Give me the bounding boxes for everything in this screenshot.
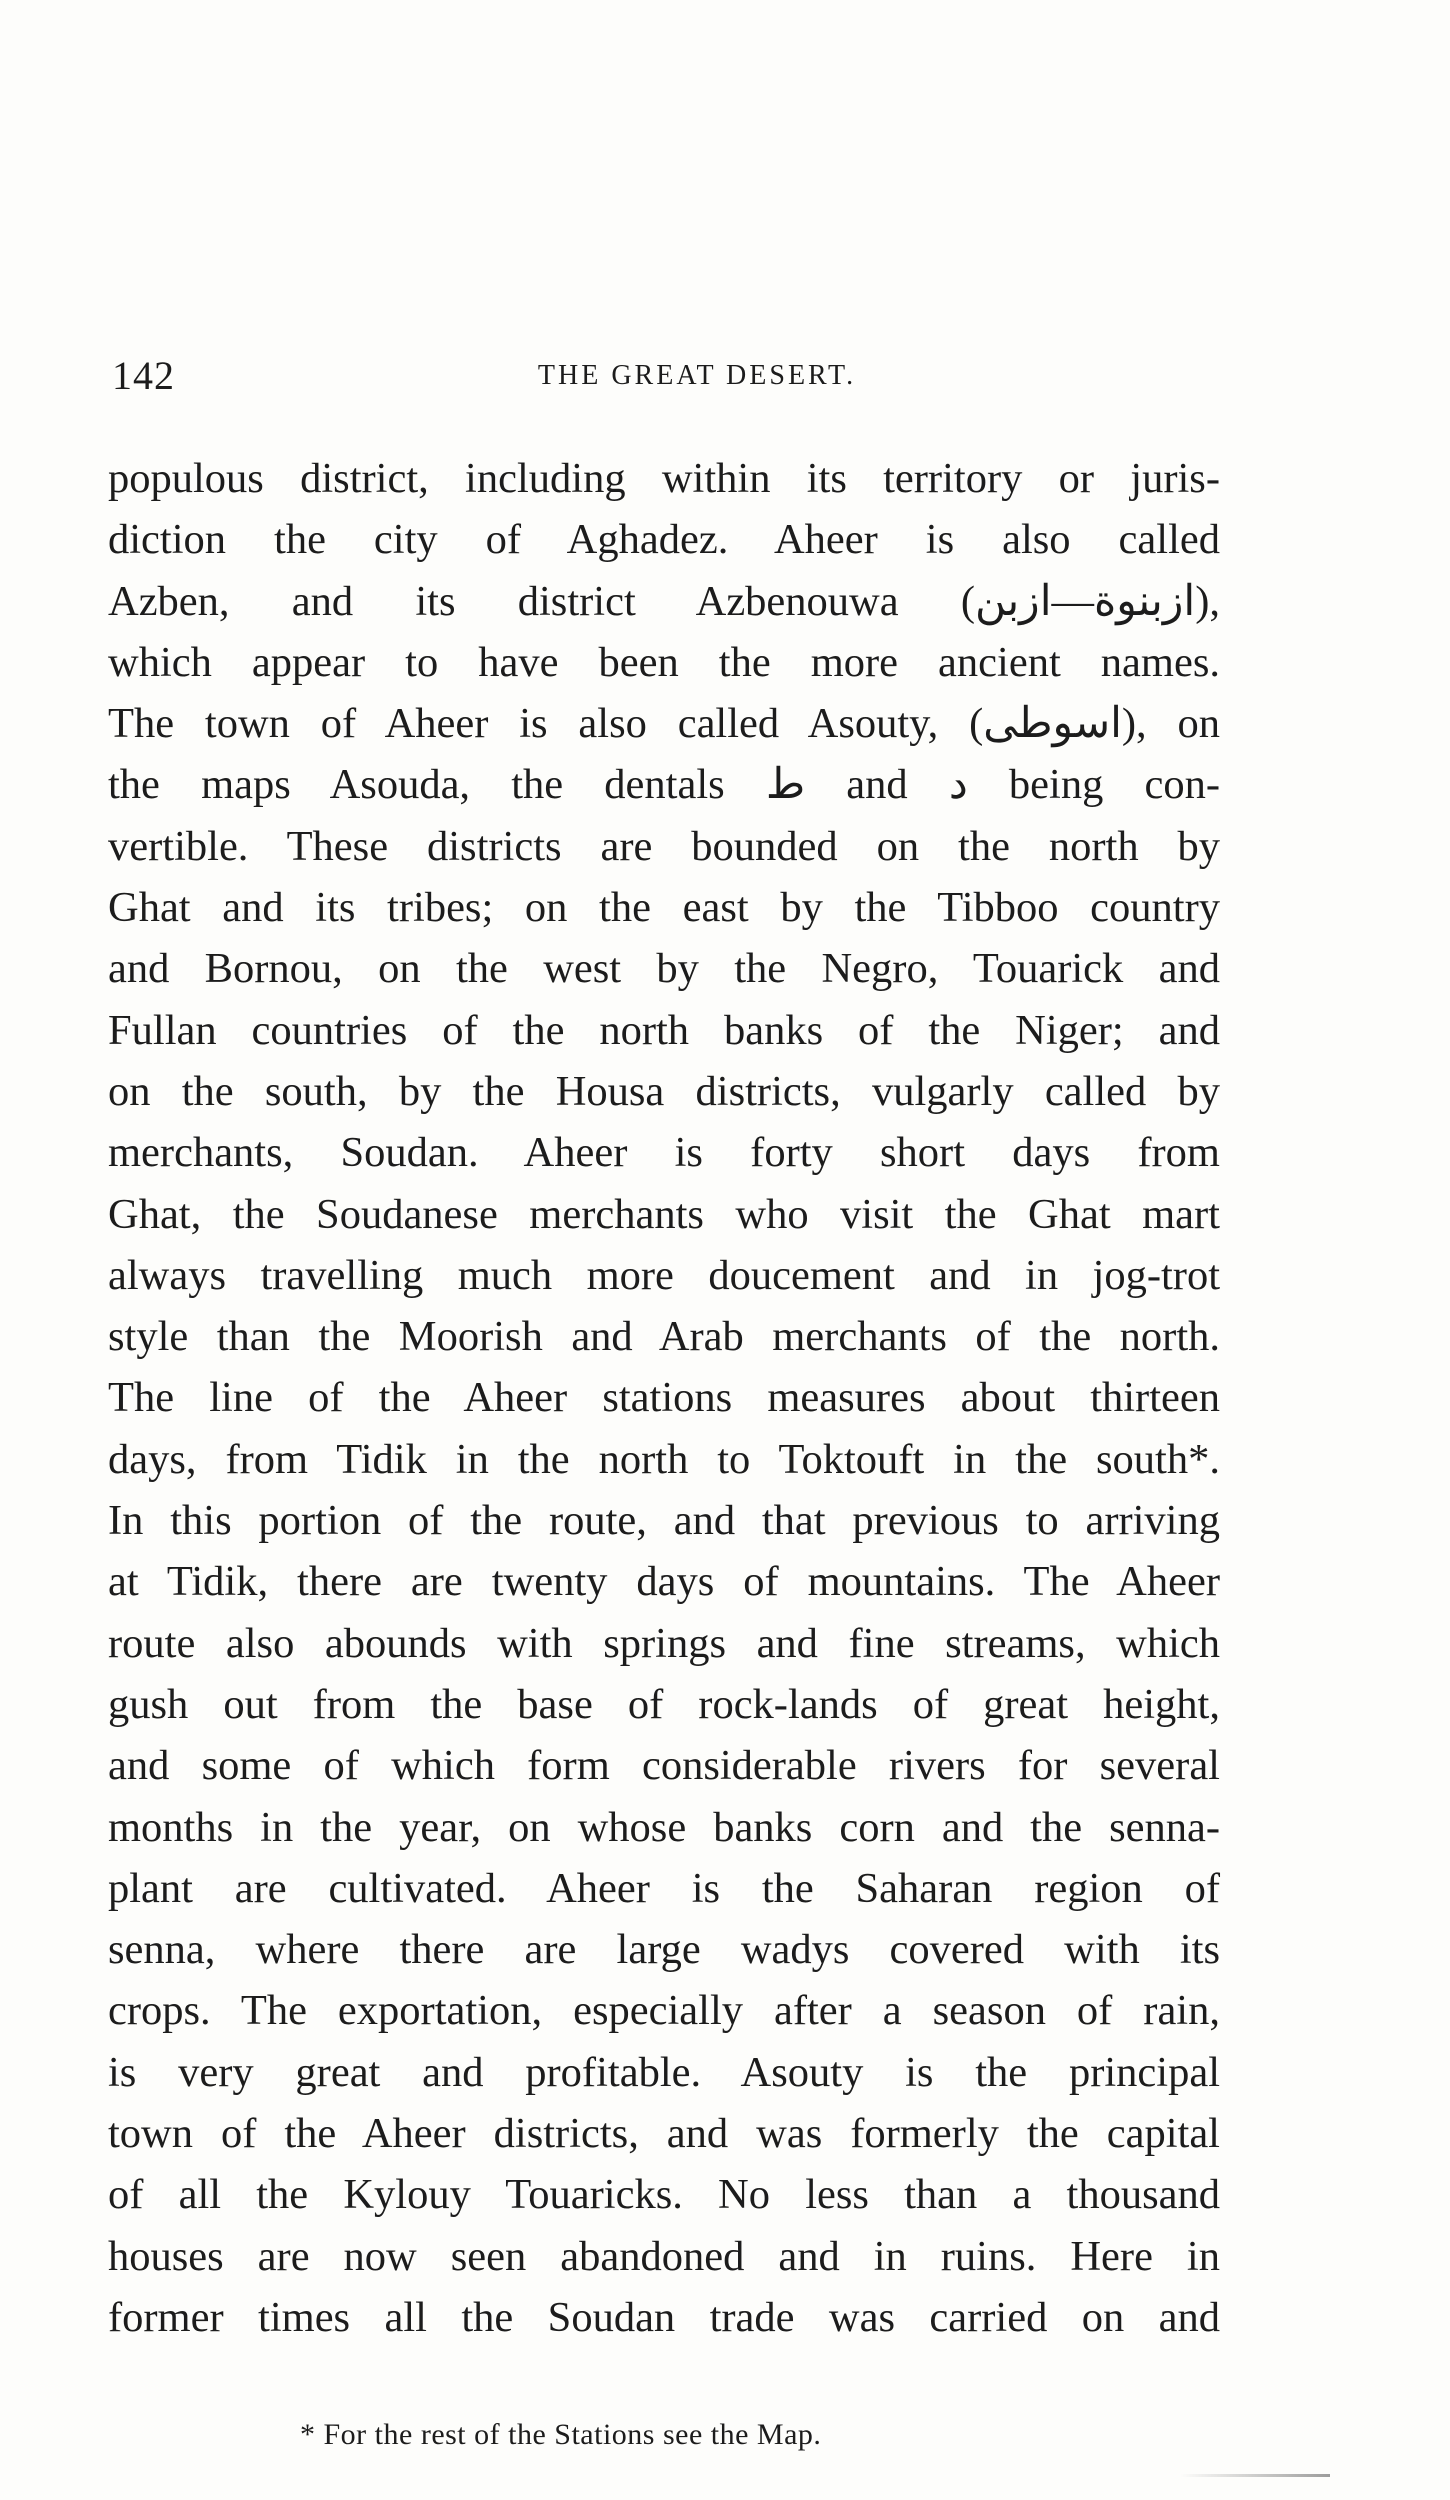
text-line: is very great and profitable. Asouty is the principal bbox=[108, 2048, 1220, 2096]
text-line: at Tidik, there are twenty days of mountains. The Aheer bbox=[108, 1558, 1220, 1606]
text-line: crops. The exportation, especially after a season of rain, bbox=[108, 1987, 1220, 2035]
footnote: * For the rest of the Stations see the Map. bbox=[300, 2418, 822, 2451]
running-title: THE GREAT DESERT. bbox=[537, 360, 857, 391]
body-text bbox=[108, 448, 1220, 2348]
text-line: The town of Aheer is also called Asouty, (اسوطى), on bbox=[108, 700, 1220, 748]
text-line: always travelling much more doucement and in jog-trot bbox=[108, 1251, 1220, 1299]
text-line: and Bornou, on the west by the Negro, Touarick and bbox=[108, 945, 1220, 993]
text-line: Ghat, the Soudanese merchants who visit the Ghat mart bbox=[108, 1190, 1220, 1238]
text-line: route also abounds with springs and fine streams, which bbox=[108, 1619, 1220, 1667]
text-line: which appear to have been the more ancient names. bbox=[108, 638, 1220, 686]
text-line: former times all the Soudan trade was carried on and bbox=[108, 2293, 1220, 2341]
text-line: gush out from the base of rock-lands of great height, bbox=[108, 1680, 1220, 1728]
running-head bbox=[112, 352, 1222, 412]
text-line: merchants, Soudan. Aheer is forty short days from bbox=[108, 1129, 1220, 1177]
text-line: and some of which form considerable rivers for several bbox=[108, 1742, 1220, 1790]
text-line: Ghat and its tribes; on the east by the Tibboo country bbox=[108, 884, 1220, 932]
text-line: town of the Aheer districts, and was formerly the capital bbox=[108, 2110, 1220, 2158]
text-line: the maps Asouda, the dentals ط and د being con- bbox=[108, 761, 1220, 809]
text-line: diction the city of Aghadez. Aheer is also called bbox=[108, 516, 1220, 564]
text-line: populous district, including within its territory or juris- bbox=[108, 455, 1220, 502]
text-line: style than the Moorish and Arab merchants of the north. bbox=[108, 1313, 1220, 1361]
page-number: 142 bbox=[112, 353, 175, 398]
text-line: days, from Tidik in the north to Toktouft in the south*. bbox=[108, 1435, 1220, 1483]
text-line: Azben, and its district Azbenouwa (ازبنوة—ازبن), bbox=[108, 577, 1220, 625]
text-line: on the south, by the Housa districts, vulgarly called by bbox=[108, 1067, 1220, 1115]
text-line: Fullan countries of the north banks of the Niger; and bbox=[108, 1006, 1220, 1054]
text-line: of all the Kylouy Touaricks. No less than a thousand bbox=[108, 2171, 1220, 2219]
text-line: plant are cultivated. Aheer is the Saharan region of bbox=[108, 1864, 1220, 1912]
text-line: senna, where there are large wadys covered with its bbox=[108, 1926, 1220, 1974]
text-line: vertible. These districts are bounded on the north by bbox=[108, 822, 1220, 870]
text-line: The line of the Aheer stations measures about thirteen bbox=[108, 1374, 1220, 1422]
scan-mark bbox=[1180, 2474, 1330, 2477]
text-line: months in the year, on whose banks corn and the senna- bbox=[108, 1803, 1220, 1851]
text-line: houses are now seen abandoned and in ruins. Here in bbox=[108, 2232, 1220, 2280]
text-line: In this portion of the route, and that previous to arriving bbox=[108, 1497, 1220, 1545]
